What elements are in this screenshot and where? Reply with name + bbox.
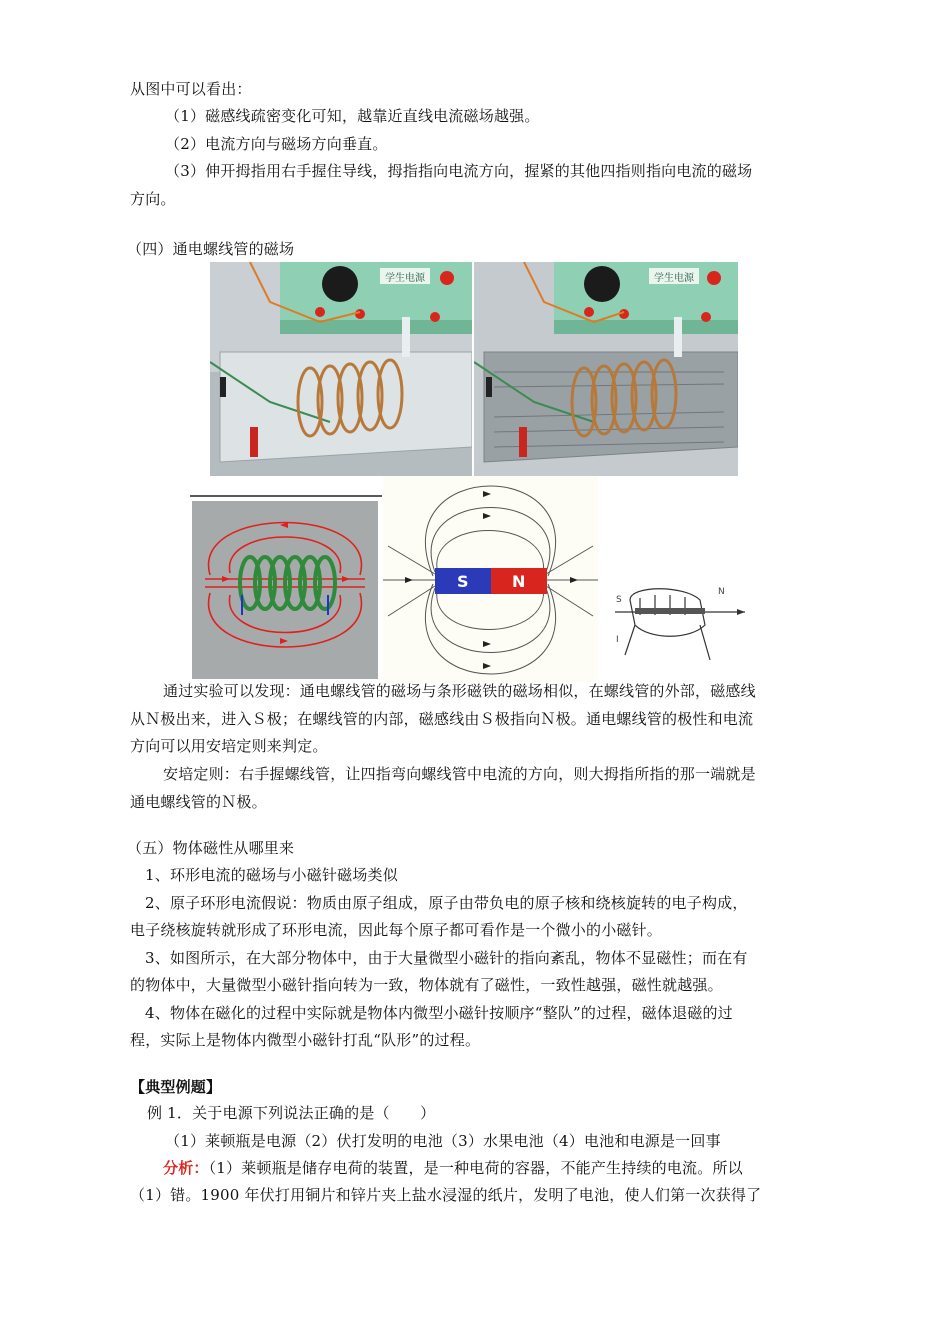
solenoid-photo-left <box>210 262 472 476</box>
item-2-line-2: 电子绕核旋转就形成了环形电流，因此每个原子都可看作是一个微小的小磁针。 <box>130 921 663 939</box>
item-4-line-1: 4、物体在磁化的过程中实际就是物体内微型小磁针按顺序“整队”的过程，磁体退磁的过 <box>145 1004 733 1022</box>
examples-heading: 【典型例题】 <box>130 1078 222 1096</box>
magnet-n-label: N <box>512 572 526 591</box>
point-1: （1）磁感线疏密变化可知，越靠近直线电流磁场越强。 <box>165 107 540 125</box>
item-3-line-1: 3、如图所示，在大部分物体中，由于大量微型小磁针的指向紊乱，物体不显磁性；而在有 <box>145 949 748 967</box>
item-4-line-2: 程，实际上是物体内微型小磁针打乱“队形”的过程。 <box>130 1031 481 1049</box>
hand-n-label: N <box>718 587 725 597</box>
para1-line-2: 从Ｎ极出来，进入Ｓ极；在螺线管的内部，磁感线由Ｓ极指向Ｎ极。通电螺线管的极性和电流 <box>130 710 754 728</box>
bar-magnet-diagram <box>383 476 598 682</box>
analysis-line-1 <box>163 1155 743 1181</box>
example-1-options: （1）莱顿瓶是电源（2）伏打发明的电池（3）水果电池（4）电池和电源是一回事 <box>165 1132 721 1150</box>
para1-line-1: 通过实验可以发现：通电螺线管的磁场与条形磁铁的磁场相似，在螺线管的外部，磁感线 <box>163 682 756 700</box>
example-1-question: 例 1．关于电源下列说法正确的是（ ） <box>147 1104 436 1122</box>
solenoid-field-diagram <box>190 495 382 685</box>
hand-i-label: I <box>616 635 619 645</box>
analysis-label: 分析： <box>163 1159 209 1177</box>
power-supply-label: 学生电源 <box>385 273 425 284</box>
item-2-line-1: 2、原子环形电流假说：物质由原子组成，原子由带负电的原子核和绕核旋转的电子构成， <box>145 894 748 912</box>
item-1: 1、环形电流的磁场与小磁针磁场类似 <box>145 866 398 884</box>
right-hand-rule-diagram <box>610 580 750 664</box>
magnet-s-label: S <box>457 572 469 591</box>
para2-line-2: 通电螺线管的Ｎ极。 <box>130 793 267 811</box>
section-4-heading: （四）通电螺线管的磁场 <box>127 240 295 258</box>
point-3-line-1: （3）伸开拇指用右手握住导线，拇指指向电流方向，握紧的其他四指则指向电流的磁场 <box>165 162 753 180</box>
analysis-line-2: （1）错。1900 年伏打用铜片和锌片夹上盐水浸湿的纸片，发明了电池，使人们第一次获得了 <box>130 1186 762 1204</box>
para2-line-1: 安培定则：右手握螺线管，让四指弯向螺线管中电流的方向，则大拇指所指的那一端就是 <box>163 765 756 783</box>
para1-line-3: 方向可以用安培定则来判定。 <box>130 737 328 755</box>
solenoid-photo-right <box>474 262 738 476</box>
item-3-line-2: 的物体中，大量微型小磁针指向转为一致，物体就有了磁性，一致性越强，磁性就越强。 <box>130 976 723 994</box>
power-supply-label-2: 学生电源 <box>654 273 694 284</box>
intro-text: 从图中可以看出： <box>130 80 252 98</box>
analysis-text: （1）莱顿瓶是储存电荷的装置，是一种电荷的容器，不能产生持续的电流。所以 <box>208 1159 743 1177</box>
section-5-heading: （五）物体磁性从哪里来 <box>127 839 295 857</box>
point-3-line-2: 方向。 <box>130 190 176 208</box>
point-2: （2）电流方向与磁场方向垂直。 <box>165 135 388 153</box>
hand-s-label: S <box>616 595 622 605</box>
